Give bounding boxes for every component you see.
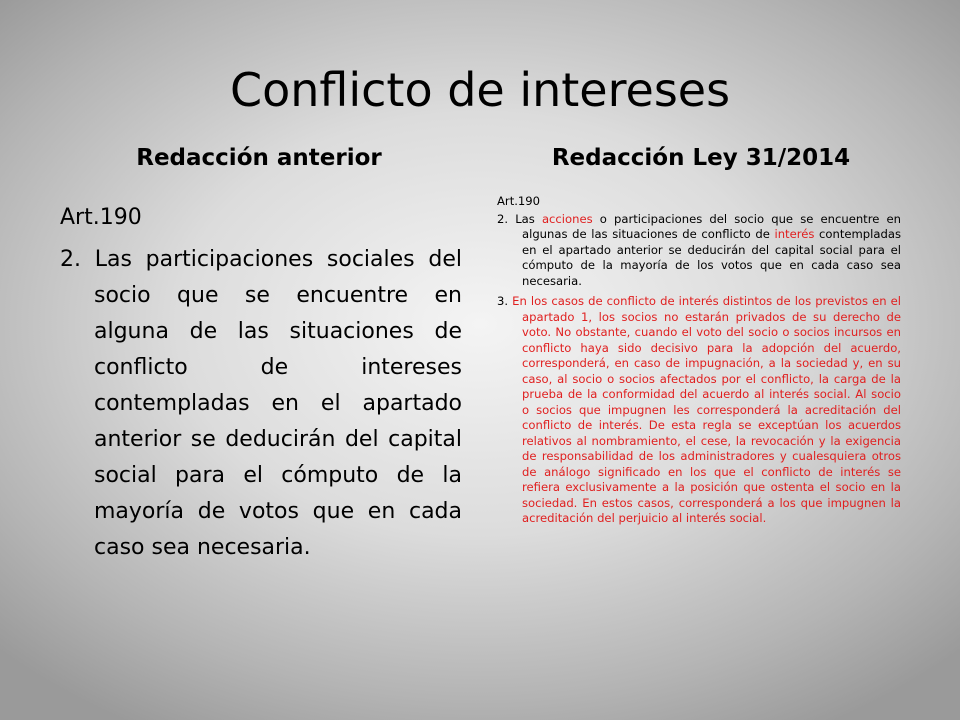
previous-paragraph-2: 2. Las participaciones sociales del socio que se encuentre en alguna de las situaciones de conflicto de intereses contempladas en el apartado anterior se deducirán del capital social para el cómputo de la mayoría de votos que en cada caso sea necesaria. <box>60 247 462 560</box>
slide-title: Conflicto de intereses <box>229 63 731 117</box>
previous-wording-column <box>60 200 462 566</box>
previous-article-label: Art.190 <box>60 205 142 230</box>
p2-highlight-acciones: acciones <box>541 211 593 226</box>
p3-number: 3. <box>497 294 513 308</box>
p3-new-text: En los casos de conflicto de interés distintos de los previstos en el apartado 1, los socios no estarán privados de su derecho de voto. No obstante, cuando el voto del socio o socios incursos en conflicto haya sido decisivo para la adopción del acuerdo, corresponderá, en caso de impugnación, a la sociedad y, en su caso, al socio o socios afectados por el conflicto, la carga de la prueba de la conformidad del acuerdo al interés social. Al socio o socios que impugnen les corresponderá la acreditación del conflicto de interés. De esta regla se exceptúan los acuerdos relativos al nombramiento, el cese, la revocación y la exigencia de responsabilidad de los administradores y cualesquiera otros de análogo significado en los que el conflicto de interés se refiera exclusivamente a la posición que ostenta el socio en la sociedad. En estos casos, corresponderá a los que impugnen la acreditación del perjuicio al interés social. <box>512 294 902 525</box>
new-paragraph-2 <box>497 212 901 290</box>
p2-text-part3: contempladas en el apartado anterior se deducirán del capital social para el cómputo de la mayoría de los votos que en cada caso sea necesaria. <box>522 227 901 288</box>
new-law-wording-column <box>497 194 901 532</box>
new-law-wording-heading: Redacción Ley 31/2014 <box>551 145 851 171</box>
new-paragraph-3 <box>497 294 901 527</box>
new-article-label: Art.190 <box>497 194 541 208</box>
p2-text-part2: o participaciones del socio que se encuentre en algunas de las situaciones de conflicto de <box>522 211 901 241</box>
previous-wording-heading: Redacción anterior <box>136 145 382 171</box>
p2-highlight-interes: interés <box>774 227 815 241</box>
p2-text-part1: 2. Las <box>497 211 542 226</box>
